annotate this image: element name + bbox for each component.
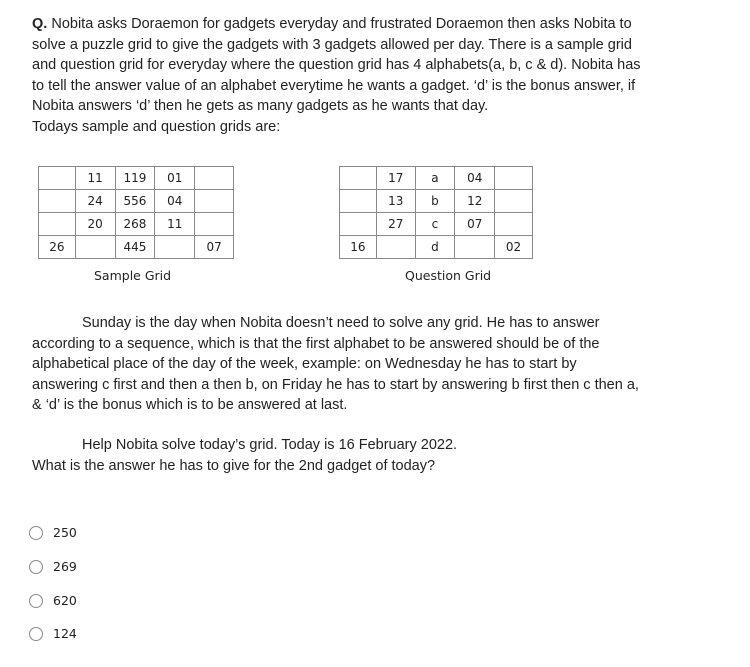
grid-cell: d [415,236,455,259]
grid-cell: 119 [115,167,155,190]
grid-cell: 01 [155,167,195,190]
grid-cell: 27 [376,213,415,236]
grid-cell: 04 [455,167,495,190]
grid-row [39,236,234,259]
option-label: 124 [53,626,77,641]
grid-cell [195,190,234,213]
grid-cell [39,167,76,190]
grid-cell: a [415,167,455,190]
grid-cell: 26 [39,236,76,259]
grid-cell [340,167,377,190]
grid-cell: 12 [455,190,495,213]
question-prefix: Q. [32,16,48,32]
option-1[interactable] [29,525,77,540]
option-2[interactable] [29,559,77,574]
grid-cell: 556 [115,190,155,213]
grid-cell: c [415,213,455,236]
sample-grid [38,166,234,259]
grid-cell: 04 [155,190,195,213]
option-3[interactable] [29,593,77,608]
grid-cell: 13 [376,190,415,213]
rule-text: Sunday is the day when Nobita doesn’t need to solve any grid. He has to answer according to a sequence, which is that the first alphabet to be answered should be of the alphabetical place of the day of the week, example: on Wednesday he has to start by answering c first and then a then b, on Friday he has to start by answering b first then c then a, & ‘d’ is the bonus which is to be answered at last. [32,315,639,413]
grid-row [340,190,533,213]
question-grid [339,166,533,259]
grid-row [340,167,533,190]
grid-row [39,190,234,213]
grid-cell: 11 [75,167,115,190]
grid-row [340,213,533,236]
question-grid-caption: Question Grid [405,268,492,283]
question-paragraph [32,14,644,137]
grid-cell [75,236,115,259]
grid-cell: 16 [340,236,377,259]
grid-cell: 07 [455,213,495,236]
grid-cell: 20 [75,213,115,236]
grids-intro: Todays sample and question grids are: [32,118,281,135]
grid-cell: 07 [195,236,234,259]
option-label: 269 [53,559,77,574]
help-text: Help Nobita solve today’s grid. Today is 16 February 2022. [82,437,458,453]
grid-cell [495,167,533,190]
grid-cell: 02 [495,236,533,259]
grid-cell: 17 [376,167,415,190]
grid-cell: 445 [115,236,155,259]
grid-cell: b [415,190,455,213]
radio-button-icon[interactable] [29,627,43,641]
grid-cell: 11 [155,213,195,236]
help-paragraph [32,435,644,476]
question-text: Nobita asks Doraemon for gadgets everyday and frustrated Doraemon then asks Nobita to solve a puzzle grid to give the gadgets with 3 gadgets allowed per day. There is a sample grid and question grid for everyday where the question grid has 4 alphabets(a, b, c & d). Nobita has to tell the answer value of an alphabet everytime he wants a gadget. ‘d’ is the bonus answer, if Nobita answers ‘d’ then he gets as many gadgets as he wants that day. [32,16,641,114]
grid-cell: 24 [75,190,115,213]
grid-cell [195,167,234,190]
sample-grid-caption: Sample Grid [94,268,172,283]
option-label: 620 [53,593,77,608]
ask-text: What is the answer he has to give for the 2nd gadget of today? [32,457,436,474]
grid-cell [495,213,533,236]
rule-paragraph [32,313,644,416]
grid-cell [39,190,76,213]
radio-button-icon[interactable] [29,560,43,574]
option-4[interactable] [29,626,77,641]
grid-cell [495,190,533,213]
grid-cell [155,236,195,259]
grid-cell [376,236,415,259]
grid-cell [340,190,377,213]
grid-cell [340,213,377,236]
grid-row [39,213,234,236]
grid-cell [455,236,495,259]
grid-cell: 268 [115,213,155,236]
grid-row [39,167,234,190]
option-label: 250 [53,525,77,540]
grid-cell [195,213,234,236]
grid-cell [39,213,76,236]
grid-row [340,236,533,259]
radio-button-icon[interactable] [29,526,43,540]
radio-button-icon[interactable] [29,594,43,608]
